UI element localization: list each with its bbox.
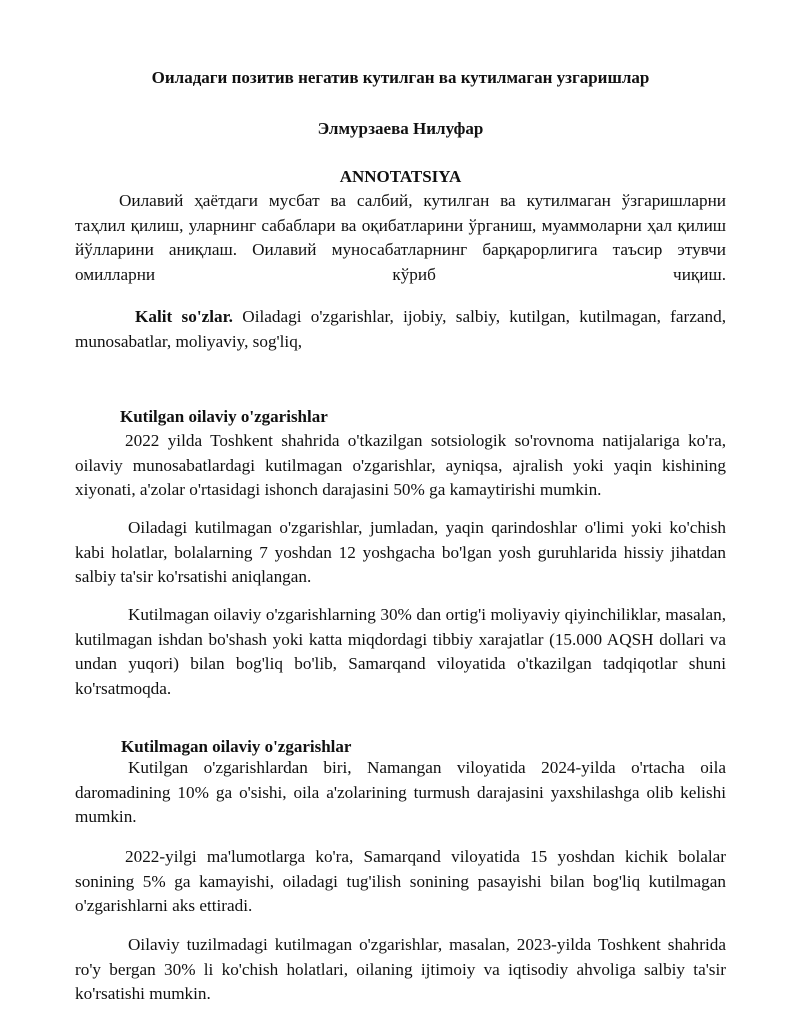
document-title: Оиладаги позитив негатив кутилган ва кутилмаган узгаришлар xyxy=(151,68,650,87)
keywords-text: Oiladagi o'zgarishlar, ijobiy, salbiy, kutilgan, kutilmagan, farzand, munosabatlar, moliyaviy, sog'liq, xyxy=(75,307,727,351)
section-heading-unexpected: Kutilmagan oilaviy o'zgarishlar xyxy=(121,737,352,756)
section-2-paragraph-3: Oilaviy tuzilmadagi kutilmagan o'zgarishlar, masalan, 2023-yilda Toshkent shahrida ro'y bergan 30% li ko'chish holatlari, oilaning ijtimoiy va iqtisodiy ahvoliga salbiy ta'sir ko'rsatishi mumkin. xyxy=(75,935,726,1003)
section-2-paragraph-2: 2022-yilgi ma'lumotlarga ko'ra, Samarqand viloyatida 15 yoshdan kichik bolalar sonining 5% ga kamayishi, oiladagi tug'ilish sonining pasayishi bilan bog'liq kutilmagan o'zgarishlarni aks ettiradi. xyxy=(75,847,726,915)
annotation-heading: ANNOTATSIYA xyxy=(339,167,462,186)
author-name: Элмурзаева Нилуфар xyxy=(317,119,484,138)
section-2-paragraph-1: Kutilgan o'zgarishlardan biri, Namangan viloyatida 2024-yilda o'rtacha oila daromadining 10% ga o'sishi, oila a'zolarining turmush darajasini yaxshilashga olib kelishi mumkin. xyxy=(75,758,726,826)
keywords-label: Kalit so'zlar. xyxy=(135,307,233,326)
annotation-paragraph: Оилавий ҳаётдаги мусбат ва салбий, кутилган ва кутилмаган ўзгаришларни таҳлил қилиш, уларнинг сабаблари ва оқибатларини ўрганиш, муаммоларни ҳал қилиш йўлларини аниқлаш. Оилавий муносабатларнинг барқарорлигига таъсир этувчи омилларни кўриб чиқиш. xyxy=(75,191,726,284)
section-1-paragraph-2: Oiladagi kutilmagan o'zgarishlar, jumladan, yaqin qarindoshlar o'limi yoki ko'chish kabi holatlar, bolalarning 7 yoshdan 12 yoshgacha bo'lgan yosh guruhlarida hissiy jihatdan salbiy ta'sir ko'rsatishi aniqlangan. xyxy=(75,518,726,586)
keywords-paragraph xyxy=(75,305,726,354)
section-heading-expected: Kutilgan oilaviy o'zgarishlar xyxy=(120,407,328,426)
section-1-paragraph-3: Kutilmagan oilaviy o'zgarishlarning 30% dan ortig'i moliyaviy qiyinchiliklar, masalan, kutilmagan ishdan bo'shash yoki katta miqdordagi tibbiy xarajatlar (15.000 AQSH dollari va undan yuqori) bilan bog'liq bo'lib, Samarqand viloyatida o'tkazilgan tadqiqotlar shuni ko'rsatmoqda. xyxy=(75,605,726,698)
section-1-paragraph-1: 2022 yilda Toshkent shahrida o'tkazilgan sotsiologik so'rovnoma natijalariga ko'ra, oilaviy munosabatlardagi kutilmagan o'zgarishlar, ayniqsa, ajralish yoki yaqin kishining xiyonati, a'zolar o'rtasidagi ishonch darajasini 50% ga kamaytirishi mumkin. xyxy=(75,431,726,499)
